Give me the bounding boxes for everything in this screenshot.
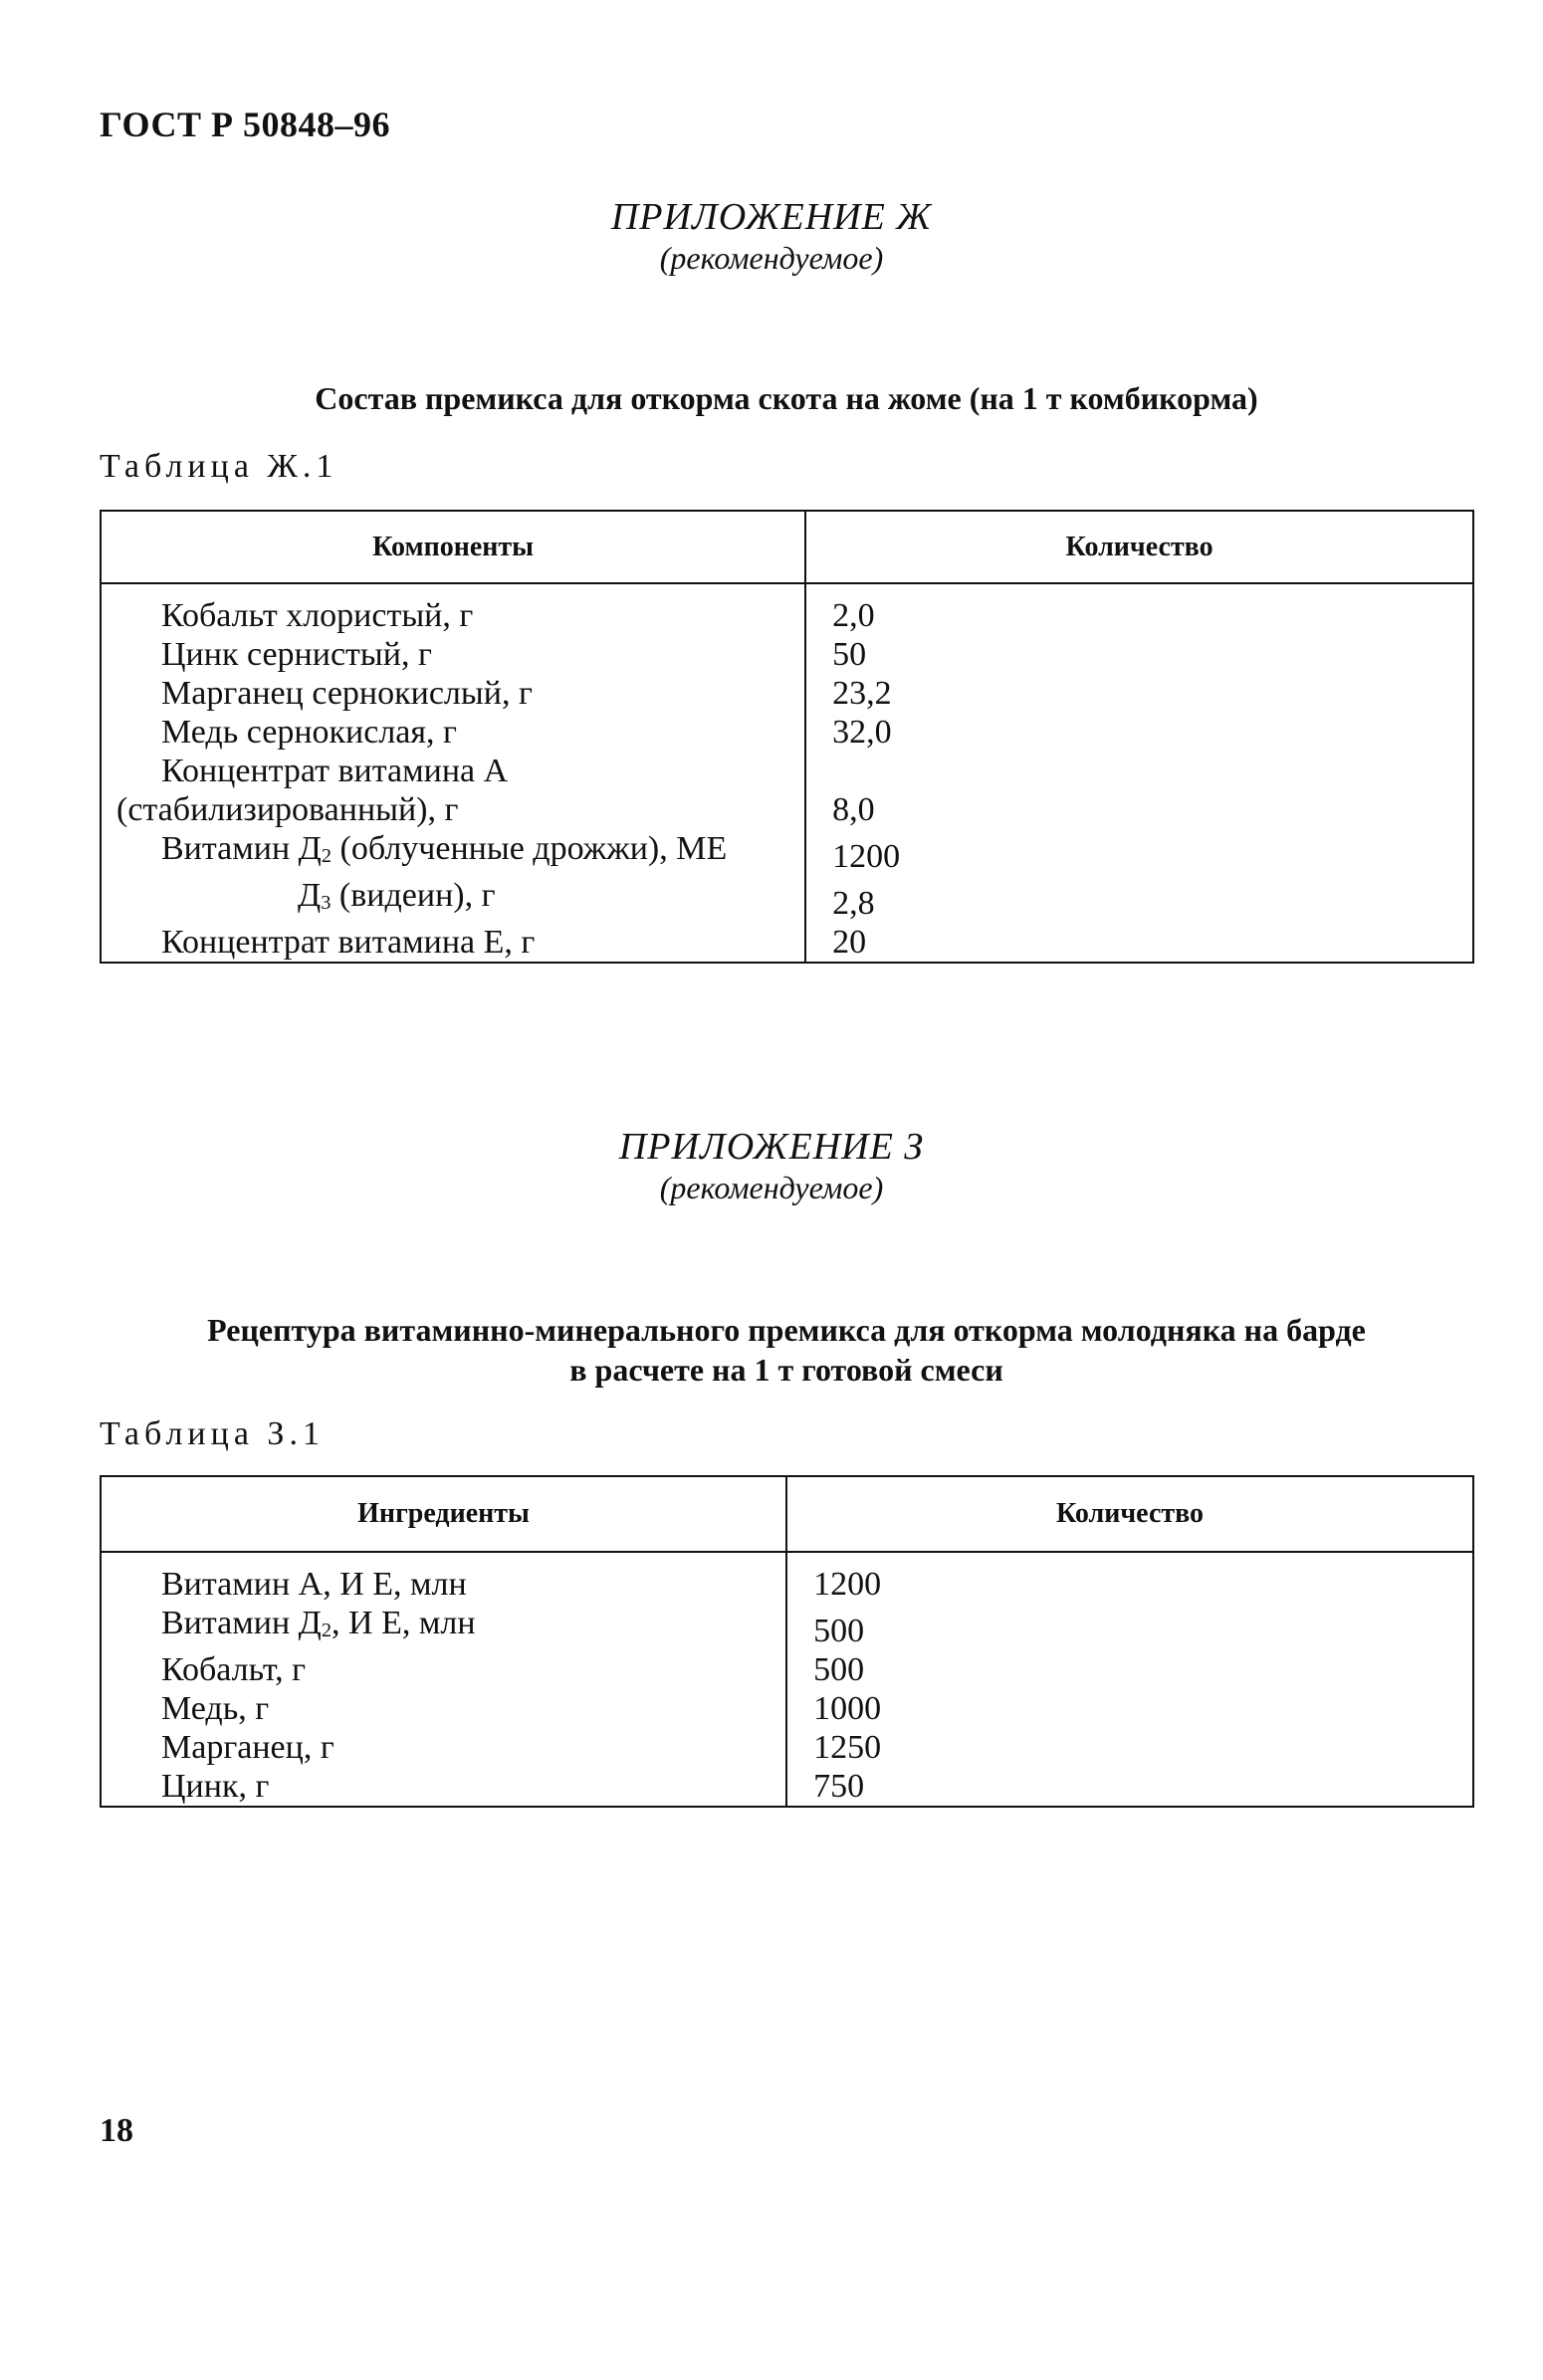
document-code: ГОСТ Р 50848–96 [100,105,390,144]
column-header-components: Компоненты [101,511,805,583]
cell-value: 50 [805,635,1473,674]
table-row [101,1604,1473,1650]
cell-name: Витамин А, И Е, млн [101,1552,786,1604]
table-row [101,752,1473,790]
table-z1 [100,1475,1474,1808]
cell-value [805,752,1473,790]
table-row [101,1552,1473,1604]
cell-name: Марганец сернокислый, г [101,674,805,713]
table-row [101,790,1473,829]
cell-name: Цинк, г [101,1767,786,1807]
table-z1-label: Таблица З.1 [100,1415,325,1452]
cell-value: 500 [786,1650,1473,1689]
cell-value: 500 [786,1604,1473,1650]
column-header-ingredients: Ингредиенты [101,1476,786,1552]
cell-value: 1000 [786,1689,1473,1728]
table-row [101,1767,1473,1807]
cell-name: $Д_3$ (видеин), г [101,876,805,923]
appendix-zh-section-title: Состав премикса для откорма скота на жоме (на 1 т комбикорма) [315,380,1258,416]
cell-value: 750 [786,1767,1473,1807]
table-zh1 [100,510,1474,964]
cell-value: 23,2 [805,674,1473,713]
column-header-quantity: Количество [805,511,1473,583]
table-row [101,923,1473,963]
cell-name: Витамин $Д_2$ (облученные дрожжи), МЕ [101,829,805,876]
appendix-zh-note: (рекомендуемое) [659,240,884,276]
table-zh1-label: Таблица Ж.1 [100,448,338,485]
cell-value: 2,0 [805,583,1473,635]
table-row [101,1728,1473,1767]
table-row [101,876,1473,923]
cell-name: Кобальт хлористый, г [101,583,805,635]
appendix-z-section-title: Рецептура витаминно-минерального премикса для откорма молодняка на барде в расчете на 1 т готовой смеси [207,1312,1366,1388]
appendix-z-heading [0,1125,1543,1206]
appendix-zh-heading [0,195,1543,277]
table-row [101,829,1473,876]
table-row [101,583,1473,635]
table-row [101,674,1473,713]
cell-value: 8,0 [805,790,1473,829]
cell-value: 1200 [786,1552,1473,1604]
cell-name: Медь сернокислая, г [101,713,805,752]
cell-value: 1200 [805,829,1473,876]
appendix-z-note: (рекомендуемое) [659,1170,884,1205]
cell-name: (стабилизированный), г [101,790,805,829]
column-header-quantity: Количество [786,1476,1473,1552]
page-number: 18 [100,2112,133,2149]
cell-value: 1250 [786,1728,1473,1767]
cell-value: 32,0 [805,713,1473,752]
table-row [101,1689,1473,1728]
cell-name: Марганец, г [101,1728,786,1767]
cell-value: 20 [805,923,1473,963]
appendix-zh-title: ПРИЛОЖЕНИЕ Ж [610,196,933,238]
cell-name: Концентрат витамина Е, г [101,923,805,963]
cell-name: Концентрат витамина А [101,752,805,790]
cell-name: Медь, г [101,1689,786,1728]
cell-value: 2,8 [805,876,1473,923]
cell-name: Кобальт, г [101,1650,786,1689]
table-row [101,713,1473,752]
cell-name: Витамин $Д_2$, И Е, млн [101,1604,786,1650]
table-row [101,635,1473,674]
cell-name: Цинк сернистый, г [101,635,805,674]
appendix-z-title: ПРИЛОЖЕНИЕ З [618,1126,925,1168]
table-row [101,1650,1473,1689]
